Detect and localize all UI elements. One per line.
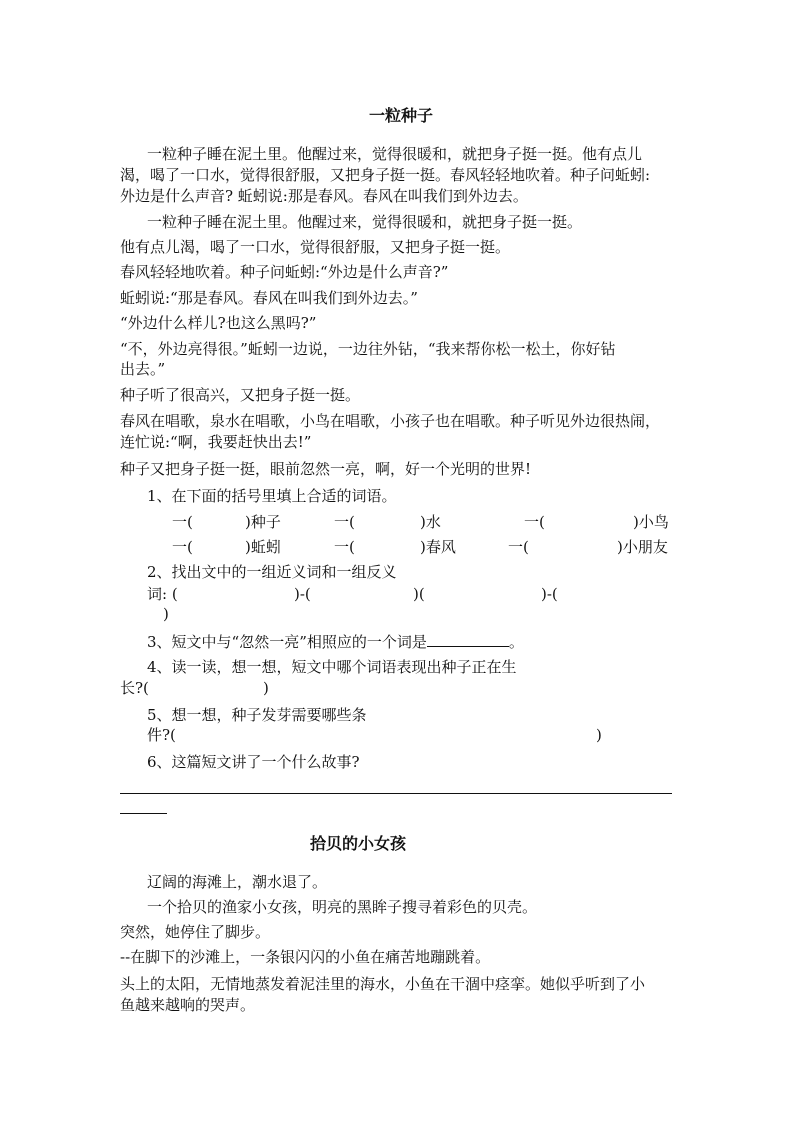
story1-p5: 蚯蚓说:“那是春风。春风在叫我们到外边去。” <box>120 289 418 307</box>
story1-p6: “外边什么样儿?也这么黑吗?” <box>120 314 317 332</box>
q2-blank-1-open[interactable]: 词: ( <box>147 585 178 603</box>
q1-blank-open[interactable]: 一( <box>524 513 545 531</box>
story1-p2: 一粒种子睡在泥土里。他醒过来，觉得很暖和，就把身子挺一挺。 <box>147 213 583 231</box>
story1-p7-line2: 出去。” <box>120 360 166 378</box>
q1-word-seed: )种子 <box>245 513 281 531</box>
story1-p1-line2: 渴，喝了一口水，觉得很舒服，又把身子挺一挺。春风轻轻地吹着。种子问蚯蚓: <box>120 166 651 184</box>
q3-text: 3、短文中与“忽然一亮”相照应的一个词是 <box>147 633 427 651</box>
q2-blank-2-open[interactable]: )-( <box>294 585 311 603</box>
story2-p3: 突然，她停住了脚步。 <box>120 923 271 941</box>
q1-word-bird: )小鸟 <box>633 513 669 531</box>
story1-p8: 种子听了很高兴，又把身子挺一挺。 <box>120 386 361 404</box>
q3-answer-blank[interactable] <box>427 632 509 647</box>
story2-p5-line1: 头上的太阳，无情地蒸发着泥洼里的海水，小鱼在干涸中痉挛。她似乎听到了小 <box>120 975 646 993</box>
q2-blank-3-open[interactable]: )( <box>413 585 425 603</box>
story2-p5-line2: 鱼越来越响的哭声。 <box>120 996 256 1014</box>
q1-blank-open[interactable]: 一( <box>334 538 355 556</box>
story2-p1: 辽阔的海滩上，潮水退了。 <box>147 873 328 891</box>
q3-period: 。 <box>508 633 524 651</box>
question-5: 5、想一想，种子发芽需要哪些条 <box>147 706 367 724</box>
q1-blank-open[interactable]: 一( <box>508 538 529 556</box>
story1-title: 一粒种子 <box>369 106 434 125</box>
q2-blank-4-open[interactable]: )-( <box>541 585 558 603</box>
q5-blank-open[interactable]: 件?( <box>147 726 176 744</box>
story2-p2: 一个拾贝的渔家小女孩，明亮的黑眸子搜寻着彩色的贝壳。 <box>147 898 538 916</box>
q2-close: ) <box>163 605 169 623</box>
story1-p9-line1: 春风在唱歌，泉水在唱歌，小鸟在唱歌，小孩子也在唱歌。种子听见外边很热闹， <box>120 412 661 430</box>
q1-word-spring-wind: )春风 <box>420 538 456 556</box>
story1-p1-line3: 外边是什么声音? 蚯蚓说:那是春风。春风在叫我们到外边去。 <box>120 187 528 205</box>
q4-blank-open[interactable]: 长?( <box>120 679 149 697</box>
q1-blank-open[interactable]: 一( <box>172 513 193 531</box>
q1-word-kids: )小朋友 <box>617 538 668 556</box>
q6-answer-line-end[interactable] <box>120 813 167 814</box>
question-3 <box>147 632 524 652</box>
question-2: 2、找出文中的一组近义词和一组反义 <box>147 563 397 581</box>
story1-p10: 种子又把身子挺一挺，眼前忽然一亮，啊，好一个光明的世界! <box>120 460 532 478</box>
q1-blank-open[interactable]: 一( <box>334 513 355 531</box>
story1-p9-line2: 连忙说:“啊，我要赶快出去!” <box>120 433 312 451</box>
question-1: 1、在下面的括号里填上合适的词语。 <box>147 487 397 505</box>
q1-word-water: )水 <box>420 513 441 531</box>
story2-title: 拾贝的小女孩 <box>310 834 407 853</box>
q6-answer-line[interactable] <box>120 793 672 794</box>
q4-blank-close: ) <box>263 679 269 697</box>
q1-word-earthworm: )蚯蚓 <box>245 538 281 556</box>
story2-p4: --在脚下的沙滩上，一条银闪闪的小鱼在痛苦地蹦跳着。 <box>120 948 491 966</box>
question-4: 4、读一读，想一想，短文中哪个词语表现出种子正在生 <box>147 658 517 676</box>
question-6: 6、这篇短文讲了一个什么故事? <box>147 753 360 771</box>
q1-blank-open[interactable]: 一( <box>172 538 193 556</box>
story1-p3: 他有点儿渴，喝了一口水，觉得很舒服，又把身子挺一挺。 <box>120 238 511 256</box>
q5-blank-close: ) <box>596 726 602 744</box>
story1-p1-line1: 一粒种子睡在泥土里。他醒过来，觉得很暖和，就把身子挺一挺。他有点儿 <box>147 145 643 163</box>
story1-p7-line1: “不，外边亮得很。”蚯蚓一边说，一边往外钻，“我来帮你松一松土，你好钻 <box>120 340 616 358</box>
story1-p4: 春风轻轻地吹着。种子问蚯蚓:“外边是什么声音?” <box>120 263 449 281</box>
